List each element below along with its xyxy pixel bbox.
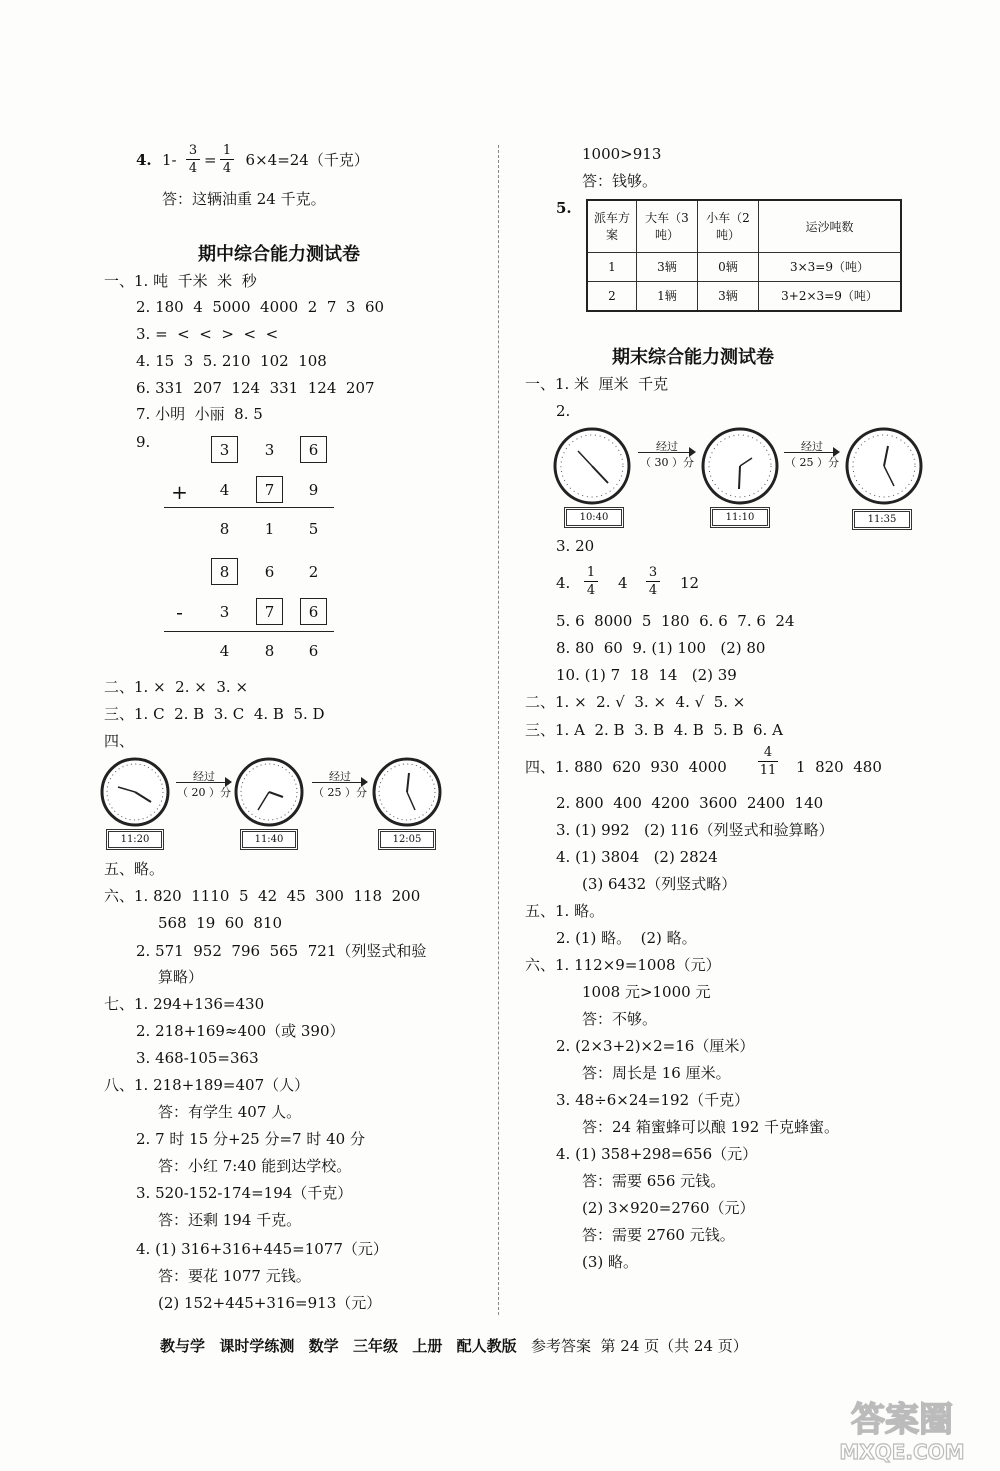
- truck-plan-table: [586, 199, 902, 312]
- answer-line: 七、1. 294+136=430: [104, 995, 265, 1013]
- table-cell: 2: [587, 281, 637, 311]
- answer-line: 4. (1) 3804 (2) 2824: [556, 848, 718, 866]
- fraction-den: 11: [759, 763, 777, 778]
- table-cell: 1辆: [637, 281, 698, 311]
- fraction-num: 1: [586, 565, 596, 580]
- answer-line: 答：小红 7:40 能到达学校。: [158, 1157, 352, 1175]
- plus-sign: +: [171, 480, 188, 504]
- fraction-den: 4: [222, 161, 232, 176]
- svg-text:MXQE.COM: MXQE.COM: [839, 1440, 965, 1464]
- arrow-right-icon: [784, 438, 840, 470]
- sum-line: [164, 507, 334, 508]
- fraction: [758, 745, 778, 778]
- table-cell: 3×3=9（吨）: [759, 252, 902, 281]
- footer-volume: 上册: [412, 1337, 443, 1355]
- answer-line: (3) 6432（列竖式略）: [582, 875, 737, 893]
- answer-line: 答：周长是 16 厘米。: [582, 1064, 731, 1082]
- answer-line: (2) 152+445+316=913（元）: [158, 1294, 382, 1312]
- arrow-label-top: 经过: [801, 440, 823, 453]
- answer-line: 二、1. × 2. √ 3. × 4. √ 5. ×: [525, 693, 746, 711]
- time-label: [378, 829, 436, 850]
- answer-line: 2.: [556, 402, 571, 420]
- answer-line: 1008 元>1000 元: [582, 983, 711, 1001]
- answer-line: 四、1. 880 620 930 4000: [525, 758, 727, 776]
- digit: 3: [219, 441, 230, 459]
- clock-icon: [100, 757, 170, 827]
- answer-line: 答：要花 1077 元钱。: [158, 1267, 311, 1285]
- fraction-den: 4: [586, 583, 596, 598]
- answer-line: 10. (1) 7 18 14 (2) 39: [556, 666, 737, 684]
- answer-line: 9.: [136, 433, 151, 451]
- answer-line: 1000>913: [582, 145, 662, 163]
- answer-line: 答：有学生 407 人。: [158, 1103, 302, 1121]
- answer-line: 六、1. 820 1110 5 42 45 300 118 200: [104, 887, 421, 905]
- answer-line: 2. (2×3+2)×2=16（厘米）: [556, 1037, 755, 1055]
- time-text: 12:05: [380, 831, 434, 848]
- clock-icon: [234, 757, 304, 827]
- answer-line: 四、: [104, 732, 135, 750]
- answer-line: 三、1. C 2. B 3. C 4. B 5. D: [104, 705, 325, 723]
- answer-line: 4. (1) 358+298=656（元）: [556, 1145, 758, 1163]
- table-cell: 3辆: [637, 252, 698, 281]
- time-text: 10:40: [566, 509, 622, 526]
- answer-line: 五、1. 略。: [525, 902, 605, 920]
- answer-line: 六、1. 112×9=1008（元）: [525, 956, 721, 974]
- arrow-label-bottom: （ 25 ）分: [785, 456, 839, 469]
- answer-line: 2. (1) 略。 (2) 略。: [556, 929, 697, 947]
- time-label: [106, 829, 164, 850]
- time-label: [564, 507, 624, 528]
- q4-answer: 答：这辆油重 24 千克。: [162, 190, 326, 208]
- arrow-label-bottom: （ 30 ）分: [640, 456, 694, 469]
- answer-line: 2. 218+169≈400（或 390）: [136, 1022, 345, 1040]
- answer-line: 答：还剩 194 千克。: [158, 1211, 302, 1229]
- answer-line: 3. 48÷6×24=192（千克）: [556, 1091, 750, 1109]
- table-header: 运沙吨数: [759, 200, 902, 252]
- midterm-title: 期中综合能力测试卷: [198, 244, 360, 265]
- time-label: [240, 829, 298, 850]
- q4-number: 4.: [136, 151, 157, 169]
- answer-line: 3. 20: [556, 537, 595, 555]
- arrow-label-top: 经过: [193, 770, 215, 783]
- answer-line: (2) 3×920=2760（元）: [582, 1199, 755, 1217]
- answer-line: 答：需要 656 元钱。: [582, 1172, 726, 1190]
- answer-line: 答：需要 2760 元钱。: [582, 1226, 735, 1244]
- q4-expr-c: 6×4=24（千克）: [236, 151, 369, 169]
- answer-line: 答：不够。: [582, 1010, 658, 1028]
- answer-line: (3) 略。: [582, 1253, 639, 1271]
- digit: 7: [264, 603, 275, 621]
- answer-line: 五、略。: [104, 860, 165, 878]
- digit: 4: [219, 642, 230, 660]
- digit: 8: [219, 520, 230, 538]
- digit: 1: [264, 520, 275, 538]
- table-row: [587, 252, 901, 281]
- difference-line: [164, 631, 334, 632]
- digit: 3: [264, 441, 275, 459]
- fraction-num: 3: [188, 143, 198, 158]
- footer-grade: 三年级: [352, 1337, 398, 1355]
- answer-line: 三、1. A 2. B 3. B 4. B 5. B 6. A: [525, 721, 783, 739]
- time-label: [710, 507, 770, 528]
- fraction-num: 3: [648, 565, 658, 580]
- q4-equals: =: [204, 151, 217, 169]
- digit: 7: [264, 481, 275, 499]
- time-text: 11:10: [712, 509, 768, 526]
- time-text: 11:35: [854, 511, 910, 528]
- fraction-den: 4: [188, 161, 198, 176]
- arrow-label-bottom: （ 25 ）分: [313, 786, 367, 799]
- answer-line: 二、1. × 2. × 3. ×: [104, 678, 249, 696]
- clock-icon: [700, 426, 780, 506]
- q4-expr-a: 1-: [162, 151, 177, 169]
- answer-line: 八、1. 218+189=407（人）: [104, 1076, 310, 1094]
- arrow-label-top: 经过: [329, 770, 351, 783]
- watermark-logo: [822, 1395, 982, 1465]
- answer-line: 2. 571 952 796 565 721（列竖式和验: [136, 942, 427, 960]
- footer-page-info: 参考答案 第 24 页（共 24 页）: [530, 1337, 748, 1355]
- table-cell: 3辆: [698, 281, 759, 311]
- answer-line: 7. 小明 小丽 8. 5: [136, 405, 263, 423]
- answer-line: 4: [618, 574, 628, 592]
- fraction: [646, 565, 660, 598]
- digit: 2: [308, 563, 319, 581]
- arrow-label-top: 经过: [656, 440, 678, 453]
- digit: 6: [308, 603, 319, 621]
- digit: 8: [264, 642, 275, 660]
- fraction-num: 1: [222, 143, 232, 158]
- answer-line: 2. 7 时 15 分+25 分=7 时 40 分: [136, 1130, 365, 1148]
- answer-line: 算略）: [158, 968, 204, 986]
- digit: 6: [308, 642, 319, 660]
- answer-line: 4. (1) 316+316+445=1077（元）: [136, 1240, 388, 1258]
- minus-sign: -: [176, 600, 183, 624]
- answer-line: 答：钱够。: [582, 172, 658, 190]
- answer-line: 一、1. 吨 千米 米 秒: [104, 272, 257, 290]
- svg-text:答案圈: 答案圈: [851, 1400, 953, 1440]
- digit: 4: [219, 481, 230, 499]
- answer-line: 1 820 480: [796, 758, 882, 776]
- table-row: [587, 281, 901, 311]
- digit: 6: [308, 441, 319, 459]
- fraction: [186, 143, 200, 176]
- arrow-right-icon: [176, 768, 232, 800]
- table-header: 大车（3吨）: [637, 200, 698, 252]
- footer-subject: 数学: [308, 1337, 339, 1355]
- time-label: [852, 509, 912, 530]
- fraction: [584, 565, 598, 598]
- answer-line: 568 19 60 810: [158, 914, 283, 932]
- time-text: 11:40: [242, 831, 296, 848]
- table-header: 派车方案: [587, 200, 637, 252]
- fraction-den: 4: [648, 583, 658, 598]
- answer-line: 3. (1) 992 (2) 116（列竖式和验算略）: [556, 821, 834, 839]
- answer-line: 3. 520-152-174=194（千克）: [136, 1184, 353, 1202]
- answer-line: 3. = < < > < <: [136, 325, 279, 343]
- clock-icon: [372, 757, 442, 827]
- fraction-num: 4: [763, 745, 773, 760]
- footer-brand: 教与学: [160, 1337, 206, 1355]
- digit: 9: [308, 481, 319, 499]
- digit: 8: [219, 563, 230, 581]
- table-cell: 0辆: [698, 252, 759, 281]
- q5-number: 5.: [556, 199, 572, 217]
- answer-line: 2. 800 400 4200 3600 2400 140: [556, 794, 824, 812]
- answer-line: 4.: [556, 574, 571, 592]
- answer-line: 3. 468-105=363: [136, 1049, 259, 1067]
- answer-line: 一、1. 米 厘米 千克: [525, 375, 669, 393]
- answer-line: 2. 180 4 5000 4000 2 7 3 60: [136, 298, 385, 316]
- table-cell: 1: [587, 252, 637, 281]
- answer-line: 12: [680, 574, 700, 592]
- column-divider: [498, 145, 499, 1315]
- final-title: 期末综合能力测试卷: [612, 347, 774, 368]
- digit: 3: [219, 603, 230, 621]
- fraction: [220, 143, 234, 176]
- answer-line: 6. 331 207 124 331 124 207: [136, 379, 375, 397]
- answer-line: 答：24 箱蜜蜂可以酿 192 千克蜂蜜。: [582, 1118, 840, 1136]
- arrow-label-bottom: （ 20 ）分: [177, 786, 231, 799]
- footer-series: 课时学练测: [219, 1337, 295, 1355]
- answer-line: 4. 15 3 5. 210 102 108: [136, 352, 327, 370]
- arrow-right-icon: [312, 768, 368, 800]
- footer-edition: 配人教版: [456, 1337, 517, 1355]
- clock-icon: [844, 426, 924, 506]
- arrow-right-icon: [638, 438, 696, 470]
- digit: 5: [308, 520, 319, 538]
- table-cell: 3+2×3=9（吨）: [759, 281, 902, 311]
- page-footer: [160, 1335, 748, 1356]
- table-header: 小车（2吨）: [698, 200, 759, 252]
- answer-line: 5. 6 8000 5 180 6. 6 7. 6 24: [556, 612, 795, 630]
- time-text: 11:20: [108, 831, 162, 848]
- clock-icon: [552, 426, 632, 506]
- answer-line: 8. 80 60 9. (1) 100 (2) 80: [556, 639, 766, 657]
- digit: 6: [264, 563, 275, 581]
